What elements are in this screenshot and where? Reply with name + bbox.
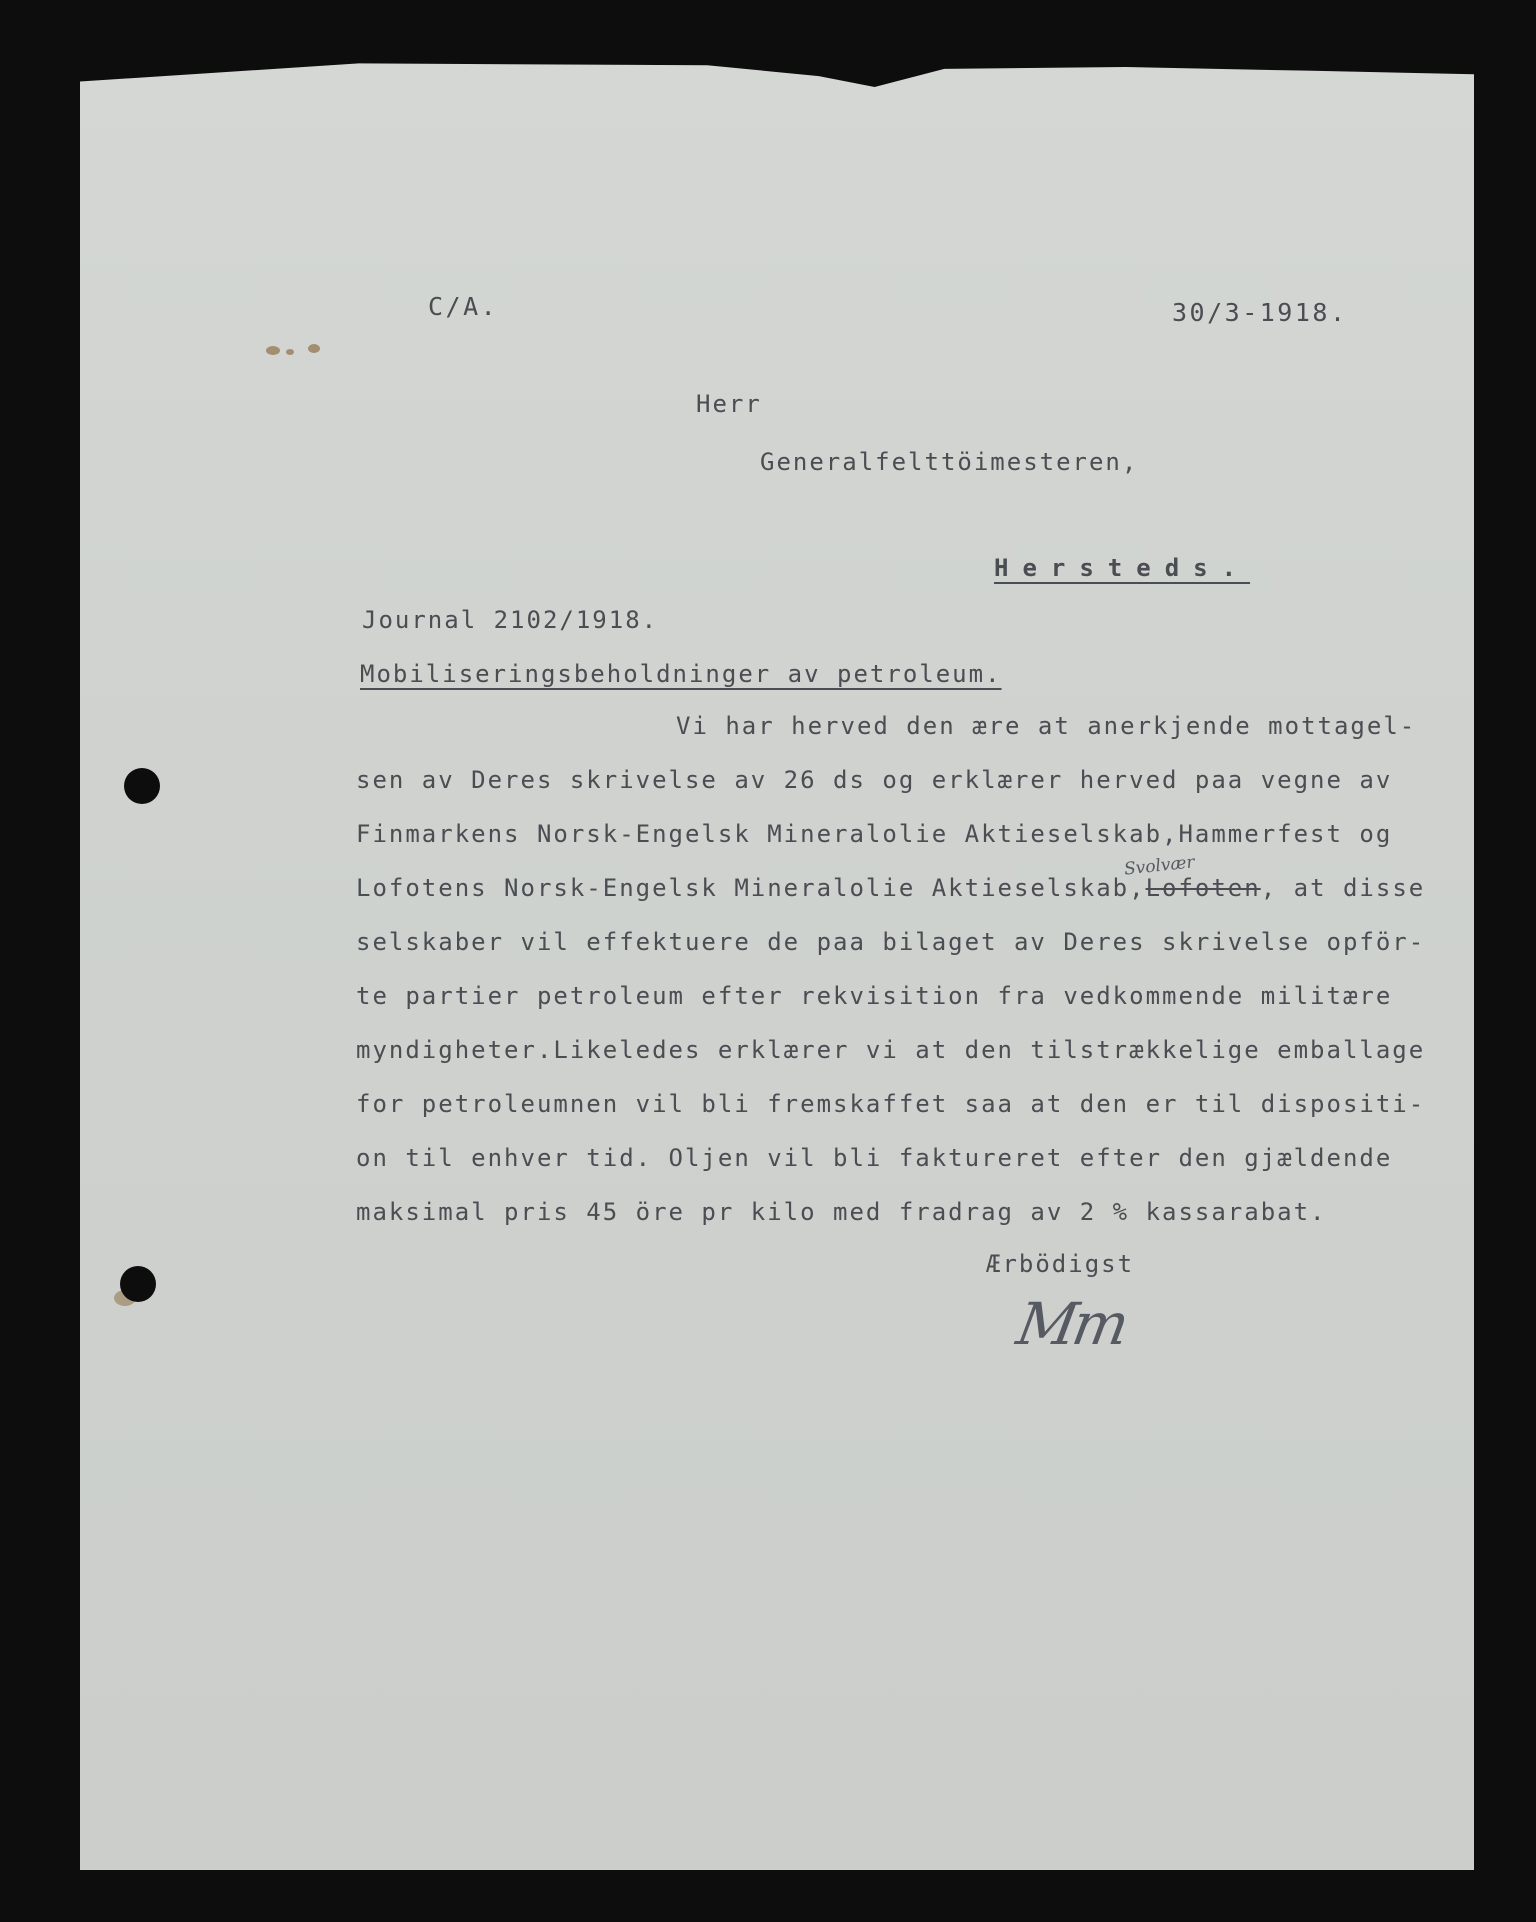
rust-stain [266, 346, 280, 355]
signature: Mm [1012, 1290, 1131, 1358]
handwritten-correction: Svolvær [1123, 852, 1196, 880]
body-line: selskaber vil effektuere de paa bilaget av Deres skrivelse opför- [356, 928, 1426, 956]
body-line: Vi har herved den ære at anerkjende mottagel- [676, 712, 1417, 740]
body-line-start: Lofotens Norsk-Engelsk Mineralolie Aktieselskab, [356, 874, 1146, 902]
rust-stain [308, 344, 320, 353]
struck-word: Lofoten [1145, 874, 1261, 902]
letter-page [80, 58, 1474, 1870]
reference-code: C/A. [428, 292, 499, 321]
body-line: on til enhver tid. Oljen vil bli faktureret efter den gjældende [356, 1144, 1393, 1172]
body-line: myndigheter.Likeledes erklærer vi at den tilstrækkelige emballage [356, 1036, 1426, 1064]
place: Hersteds. [994, 554, 1251, 582]
body-line [356, 874, 1426, 902]
punch-hole-top [124, 768, 160, 804]
closing: Ærbödigst [986, 1250, 1135, 1278]
body-line-end: , at disse [1260, 874, 1426, 902]
recipient: Generalfelttöimesteren, [760, 448, 1139, 476]
body-line: te partier petroleum efter rekvisition fra vedkommende militære [356, 982, 1393, 1010]
subject-line: Mobiliseringsbeholdninger av petroleum. [360, 660, 1002, 688]
journal-number: Journal 2102/1918. [362, 606, 659, 634]
body-line: maksimal pris 45 öre pr kilo med fradrag av 2 % kassarabat. [356, 1198, 1327, 1226]
letter-date: 30/3-1918. [1172, 298, 1348, 327]
punch-hole-bottom [120, 1266, 156, 1302]
rust-stain [286, 349, 294, 355]
body-line: sen av Deres skrivelse av 26 ds og erklærer herved paa vegne av [356, 766, 1393, 794]
salutation: Herr [696, 390, 762, 418]
body-line: for petroleumnen vil bli fremskaffet saa at den er til dispositi- [356, 1090, 1426, 1118]
body-line: Finmarkens Norsk-Engelsk Mineralolie Aktieselskab,Hammerfest og [356, 820, 1393, 848]
